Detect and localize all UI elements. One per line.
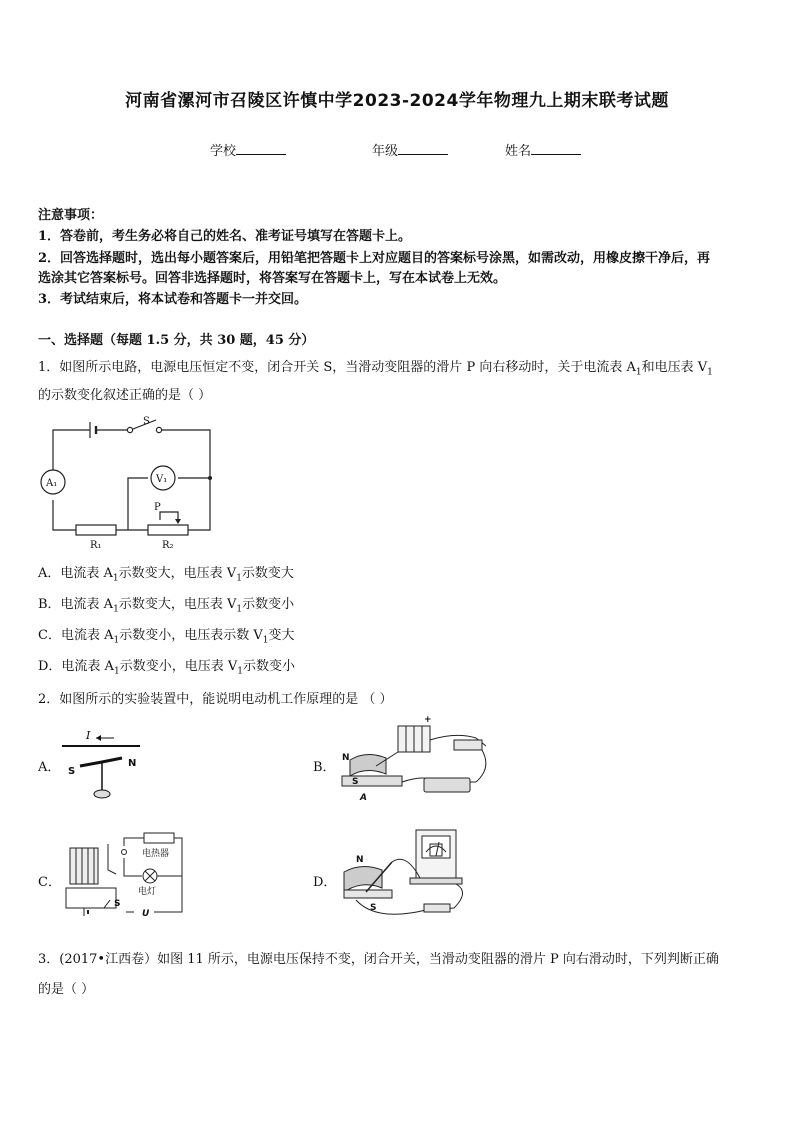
notice-item-1: 1．答卷前，考生务必将自己的姓名、准考证号填写在答题卡上。 [38, 229, 412, 244]
section-1-heading: 一、选择题（每题 1.5 分，共 30 题，45 分） [38, 333, 315, 348]
name-label: 姓名 [505, 144, 532, 159]
fig-d-n-label: N [356, 855, 364, 865]
q2-option-b-label[interactable]: B． [313, 760, 336, 775]
r1-label: R₁ [90, 540, 102, 551]
q2-figure-b [336, 712, 496, 804]
switch-contact-left [127, 427, 132, 432]
notice-item-2a: 2．回答选择题时，选出每小题答案后，用铅笔把答题卡上对应题目的答案标号涂黑，如需改动，用橡皮擦干净后，再 [38, 251, 711, 266]
slider-label: P [154, 502, 161, 513]
q1-option-a-text2: 示数变大，电压表 V [118, 566, 237, 581]
q1-option-c-text1: C．电流表 A [38, 628, 114, 643]
magnet-base [342, 776, 402, 786]
q1-option-d-sub1: 1 [113, 666, 120, 677]
q1-option-c-text2: 示数变小，电压表示数 V [119, 628, 263, 643]
q1-sub-a: 1 [635, 367, 642, 378]
grade-label: 年级 [372, 144, 399, 159]
notice-heading: 注意事项： [38, 208, 104, 223]
r2-label: R₂ [162, 540, 174, 551]
relay-base [66, 888, 116, 908]
q1-circuit-figure [38, 410, 218, 555]
fig-b-a-label: A [360, 793, 367, 803]
school-blank[interactable] [236, 142, 286, 155]
lamp-loop [124, 858, 142, 876]
q1-option-a-sub1: 1 [112, 573, 119, 584]
fig-b-s-label: S [352, 777, 359, 787]
notice-item-2b: 选涂其它答案标号。回答非选择题时，将答案写在答题卡上，写在本试卷上无效。 [38, 271, 507, 286]
q3-stem-line1: 3．(2017•江西卷）如图 11 所示，电源电压保持不变，闭合开关，当滑动变阻器的滑片 P 向右滑动时，下列判断正确 [38, 952, 719, 967]
wires-b3 [476, 750, 486, 782]
switch-contact-right [156, 427, 161, 432]
name-blank[interactable] [531, 142, 581, 155]
q1-option-a[interactable] [38, 562, 294, 584]
school-label: 学校 [210, 144, 237, 159]
q1-option-b-sub2: 1 [236, 604, 243, 615]
q2-option-a-label[interactable]: A． [38, 760, 61, 775]
q1-option-d-text2: 示数变小，电压表 V [119, 659, 238, 674]
armature [108, 844, 116, 874]
ammeter-label: A₁ [46, 478, 58, 489]
pole-n-label: N [128, 758, 137, 769]
q1-sub-v: 1 [707, 367, 713, 378]
q1-option-c-text3: 变大 [268, 628, 295, 643]
q2-figure-d [336, 822, 476, 926]
school-field [210, 140, 286, 159]
current-arrowhead [96, 735, 101, 741]
q2-figure-a [58, 722, 148, 804]
fig-c-s-label: S [114, 899, 121, 909]
compass-needle [80, 758, 122, 766]
name-field [505, 140, 581, 159]
switch-label: S [143, 416, 150, 427]
stand-base [94, 790, 110, 798]
fig-b-plus-label: + [424, 715, 432, 725]
q2-option-c-label[interactable]: C． [38, 875, 61, 890]
grade-blank[interactable] [398, 142, 448, 155]
switch-d [424, 904, 450, 912]
fig-b-n-label: N [342, 753, 350, 763]
q1-option-b-text3: 示数变小 [242, 597, 295, 612]
fig-c-heater-label: 电热器 [142, 849, 170, 859]
q1-option-d[interactable] [38, 655, 295, 677]
q1-option-b-sub1: 1 [113, 604, 119, 615]
slider-arm [160, 512, 178, 522]
wire-left-bottom [53, 500, 76, 530]
q3-stem-line2: 的是（ ） [38, 982, 95, 997]
q2-stem: 2．如图所示的实验装置中，能说明电动机工作原理的是 （ ） [38, 692, 393, 707]
q2-figure-c [64, 830, 194, 920]
voltmeter-label: V₁ [156, 474, 168, 485]
q1-option-a-sub2: 1 [236, 573, 242, 584]
q1-stem-b: 和电压表 V [641, 360, 708, 375]
q1-option-a-text3: 示数变大 [241, 566, 294, 581]
switch-c [104, 900, 110, 908]
wire-voltmeter-left [128, 478, 148, 530]
heater-box [144, 833, 174, 843]
q2-option-d-label[interactable]: D． [313, 875, 337, 890]
contact-c [122, 850, 127, 855]
notice-item-3: 3．考试结束后，将本试卷和答题卡一并交回。 [38, 292, 308, 307]
horseshoe-magnet [350, 754, 386, 776]
q1-option-b-text1: B．电流表 A [38, 597, 114, 612]
q1-option-d-text3: 示数变小 [242, 659, 295, 674]
current-label: I [86, 729, 91, 742]
q1-option-a-text1: A．电流表 A [38, 566, 113, 581]
q1-option-b[interactable] [38, 593, 294, 615]
fig-c-u-label: U [142, 909, 150, 919]
q1-option-c-sub1: 1 [113, 635, 120, 646]
slider-arrow [175, 519, 181, 524]
q1-stem-c: 的示数变化叙述正确的是（ ） [38, 388, 212, 403]
exam-title: 河南省漯河市召陵区许慎中学2023-2024学年物理九上期末联考试题 [125, 91, 669, 111]
resistor-r1 [76, 525, 116, 535]
rheostat-b [424, 778, 470, 792]
junction-dot [208, 476, 212, 480]
q1-option-b-text2: 示数变大，电压表 V [118, 597, 237, 612]
fig-d-s-label: S [370, 903, 377, 913]
resistor-r2 [148, 525, 188, 535]
q1-stem-a: 1．如图所示电路，电源电压恒定不变，闭合开关 S，当滑动变阻器的滑片 P 向右移动时，关于电流表 A [38, 360, 636, 375]
q1-option-c-sub2: 1 [262, 635, 269, 646]
switch-b [454, 740, 482, 750]
grade-field [372, 140, 448, 159]
q1-option-d-sub2: 1 [237, 666, 243, 677]
q1-option-c[interactable] [38, 624, 294, 646]
q1-option-d-text1: D．电流表 A [38, 659, 114, 674]
pole-s-label: S [68, 766, 76, 777]
fig-c-lamp-label: 电灯 [138, 887, 157, 897]
q1-stem-line1 [38, 356, 713, 378]
